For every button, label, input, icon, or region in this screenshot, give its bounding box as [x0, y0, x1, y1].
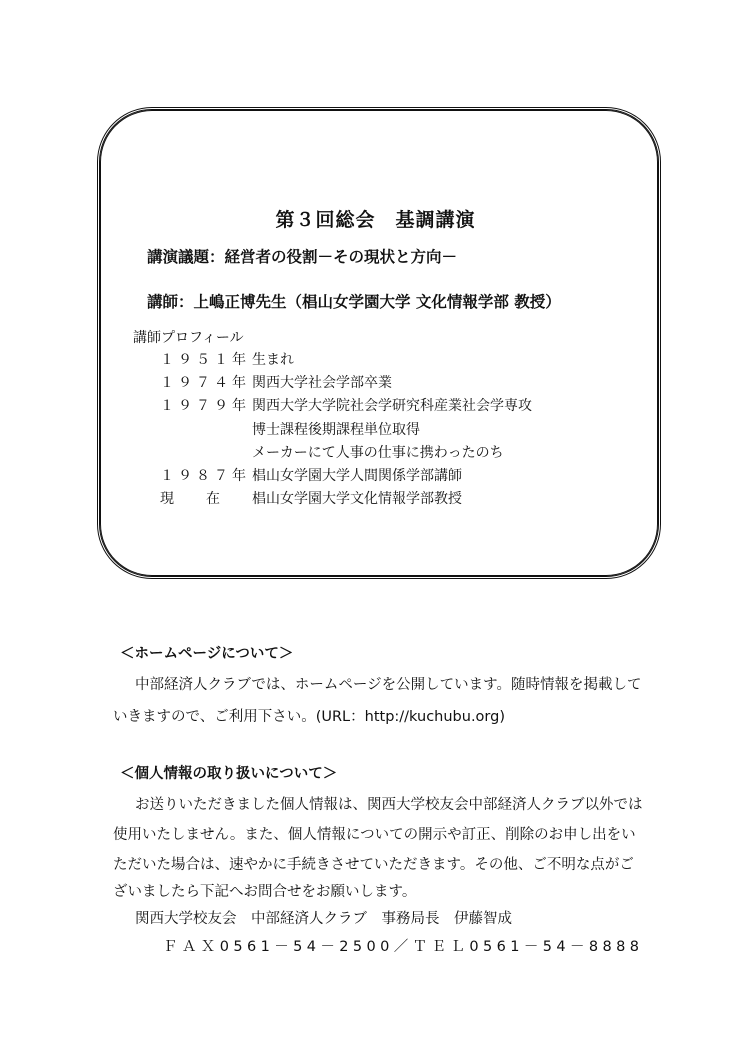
- profile-text: メーカーにて人事の仕事に携わったのち: [252, 444, 504, 461]
- profile-text: 博士課程後期課程単位取得: [252, 421, 420, 438]
- lecturer-name: 講師：上嶋正博先生（椙山女学園大学 文化情報学部 教授）: [147, 293, 561, 311]
- profile-text: 生まれ: [252, 352, 294, 368]
- profile-row: [160, 442, 532, 465]
- profile-text: 椙山女学園大学文化情報学部教授: [252, 491, 462, 508]
- profile-year: １９７９年: [160, 398, 250, 415]
- profile-row: [160, 419, 532, 442]
- profile-row: [160, 395, 532, 418]
- homepage-heading: ＜ホームページについて＞: [120, 646, 294, 662]
- profile-year: １９５１年: [160, 352, 250, 368]
- profile-row: [160, 372, 532, 395]
- profile-text: 関西大学大学院社会学研究科産業社会学専攻: [252, 398, 532, 415]
- current-label: 現 在: [160, 491, 220, 508]
- privacy-line: 使用いたしません。また、個人情報についての開示や訂正、削除のお申し出をい: [113, 827, 636, 843]
- profile-text: 椙山女学園大学人間関係学部講師: [252, 467, 462, 484]
- profile-row: [160, 465, 532, 488]
- profile-list: [160, 349, 532, 511]
- profile-row: [160, 349, 532, 372]
- profile-text: 関西大学社会学部卒業: [252, 375, 392, 392]
- privacy-line: ざいましたら下記へお問合せをお願いします。: [113, 884, 417, 900]
- profile-row-current: [160, 488, 532, 511]
- privacy-line: お送りいただきました個人情報は、関西大学校友会中部経済人クラブ以外では: [135, 797, 643, 813]
- homepage-line: 中部経済人クラブでは、ホームページを公開しています。随時情報を掲載して: [135, 677, 642, 693]
- lecture-title: 第３回総会 基調講演: [275, 209, 476, 231]
- profile-year: １９７４年: [160, 375, 250, 392]
- contact-line: 関西大学校友会 中部経済人クラブ 事務局長 伊藤智成: [135, 911, 512, 927]
- privacy-heading: ＜個人情報の取り扱いについて＞: [120, 766, 338, 782]
- fax-tel-line: ＦＡＸ0561－54－2500／ＴＥＬ0561－54－8888: [163, 939, 644, 955]
- homepage-line: いきますので、ご利用下さい。(URL：http://kuchubu.org): [113, 709, 505, 725]
- profile-year: １９８７年: [160, 467, 250, 484]
- lecture-topic: 講演議題：経営者の役割－その現状と方向－: [147, 248, 458, 266]
- privacy-line: ただいた場合は、速やかに手続きさせていただきます。その他、ご不明な点がご: [113, 857, 634, 873]
- profile-heading: 講師プロフィール: [133, 330, 244, 346]
